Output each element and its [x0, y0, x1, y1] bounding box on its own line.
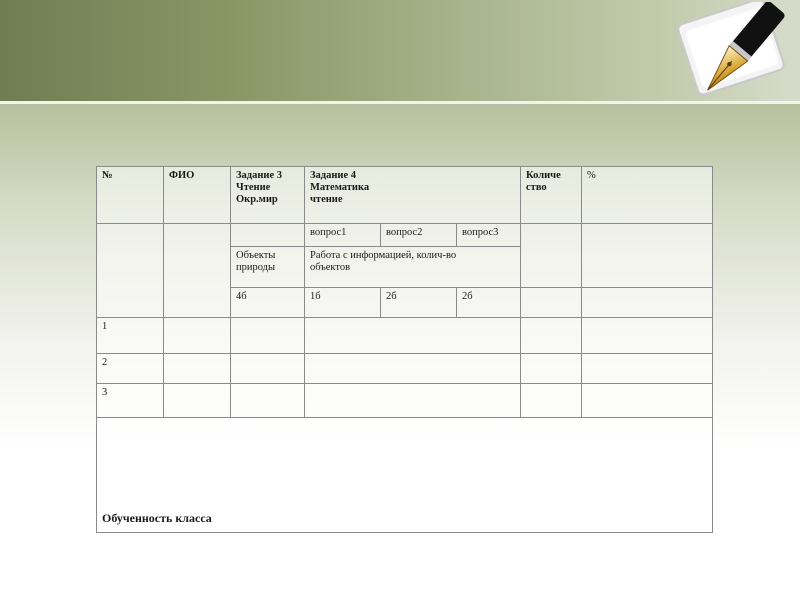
class-learning-summary: Обученность класса [97, 418, 713, 533]
empty-cell [164, 318, 231, 354]
header-percent: % [582, 167, 713, 224]
empty-cell [231, 384, 305, 418]
empty-cell [97, 224, 164, 318]
empty-cell [521, 384, 582, 418]
empty-cell [164, 224, 231, 318]
row-number: 2 [97, 354, 164, 384]
empty-cell [582, 384, 713, 418]
task4-topic: Работа с информацией, колич-во объектов [305, 247, 521, 288]
points-question-1: 1б [305, 288, 381, 318]
question-2: вопрос2 [381, 224, 457, 247]
empty-cell [305, 384, 521, 418]
question-3: вопрос3 [457, 224, 521, 247]
empty-cell [521, 288, 582, 318]
task3-topic: Объекты природы [231, 247, 305, 288]
empty-cell [164, 354, 231, 384]
empty-cell [582, 224, 713, 288]
row-number: 3 [97, 384, 164, 418]
header-fio: ФИО [164, 167, 231, 224]
results-table [96, 166, 713, 533]
empty-cell [231, 318, 305, 354]
empty-cell [231, 224, 305, 247]
header-task4: Задание 4 Математика чтение [305, 167, 521, 224]
points-question-2: 2б [381, 288, 457, 318]
header-count: Количе ство [521, 167, 582, 224]
empty-cell [582, 354, 713, 384]
fountain-pen-icon [668, 2, 800, 120]
empty-cell [164, 384, 231, 418]
points-task3: 4б [231, 288, 305, 318]
row-number: 1 [97, 318, 164, 354]
empty-cell [305, 354, 521, 384]
empty-cell [231, 354, 305, 384]
empty-cell [582, 318, 713, 354]
points-question-3: 2б [457, 288, 521, 318]
question-1: вопрос1 [305, 224, 381, 247]
header-task3: Задание 3 Чтение Окр.мир [231, 167, 305, 224]
header-number: № [97, 167, 164, 224]
empty-cell [521, 224, 582, 288]
empty-cell [582, 288, 713, 318]
empty-cell [305, 318, 521, 354]
empty-cell [521, 318, 582, 354]
empty-cell [521, 354, 582, 384]
